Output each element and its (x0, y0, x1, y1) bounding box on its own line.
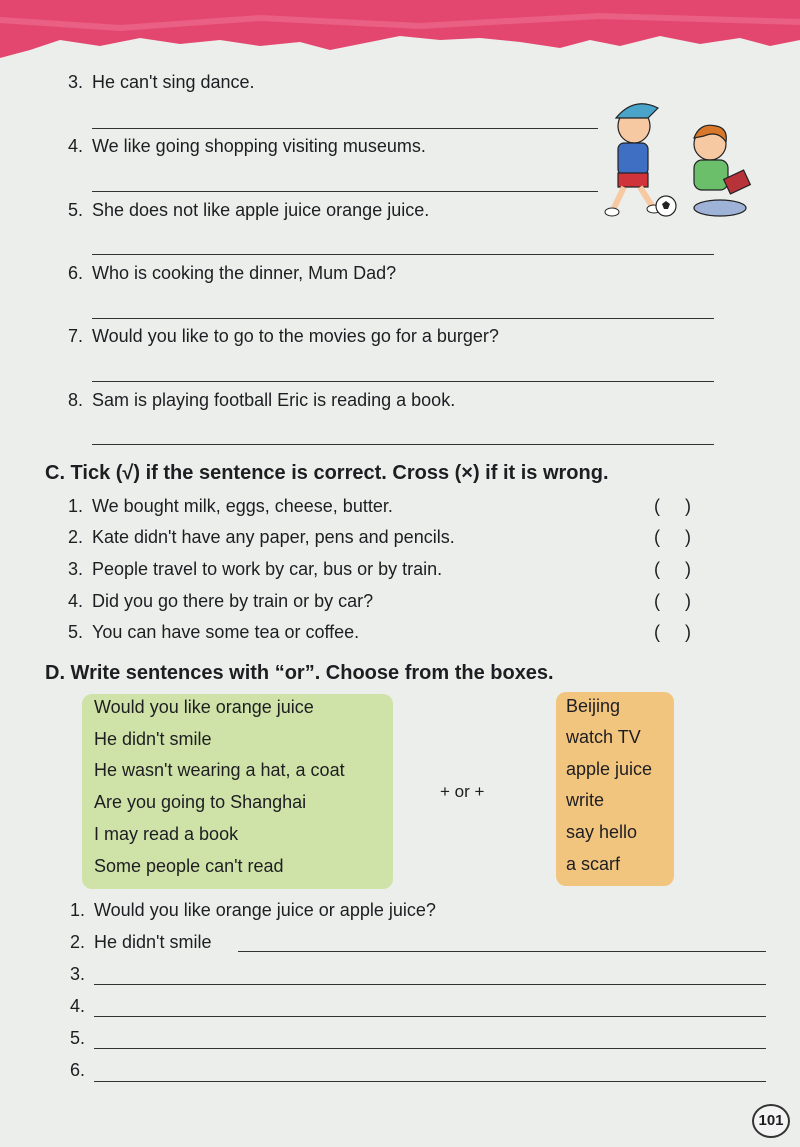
answer-line[interactable] (94, 1081, 766, 1082)
answer-6: 6. (70, 1060, 86, 1080)
answer-3: 3. (70, 964, 86, 984)
answer-5: 5. (70, 1028, 86, 1048)
phrase-item: I may read a book (94, 824, 239, 844)
answer-line[interactable] (92, 444, 714, 445)
question-6: 6. Who is cooking the dinner, Mum Dad? (68, 263, 397, 283)
page-header-banner (0, 0, 800, 70)
phrase-item: Would you like orange juice (94, 697, 314, 717)
answer-line[interactable] (94, 984, 766, 985)
answer-line[interactable] (92, 254, 714, 255)
list-item: 1. We bought milk, eggs, cheese, butter. (68, 496, 393, 516)
list-item: 4. Did you go there by train or by car? (68, 591, 374, 611)
question-5: 5. She does not like apple juice orange juice. (68, 200, 430, 220)
answer-line[interactable] (94, 1016, 766, 1017)
phrase-item: watch TV (566, 727, 641, 747)
phrase-item: Beijing (566, 696, 621, 716)
answer-line[interactable] (92, 381, 714, 382)
answer-bracket[interactable]: ( ) (654, 527, 691, 547)
answer-bracket[interactable]: ( ) (654, 591, 691, 611)
question-8: 8. Sam is playing football Eric is reading a book. (68, 390, 456, 410)
list-item: 3. People travel to work by car, bus or by train. (68, 559, 443, 579)
phrase-item: He didn't smile (94, 729, 212, 749)
question-7: 7. Would you like to go to the movies go for a burger? (68, 326, 499, 346)
answer-bracket[interactable]: ( ) (654, 496, 691, 516)
section-c-heading: C. Tick (√) if the sentence is correct. Cross (×) if it is wrong. (45, 462, 609, 484)
list-item: 5. You can have some tea or coffee. (68, 622, 360, 642)
answer-line[interactable] (238, 951, 766, 952)
list-item: 2. Kate didn't have any paper, pens and pencils. (68, 527, 455, 547)
answer-bracket[interactable]: ( ) (654, 622, 691, 642)
page-number: 101 (752, 1104, 790, 1138)
phrase-item: Are you going to Shanghai (94, 792, 307, 812)
phrase-item: a scarf (566, 854, 621, 874)
answer-4: 4. (70, 996, 86, 1016)
question-3: 3. He can't sing dance. (68, 72, 255, 92)
answer-1: 1. Would you like orange juice or apple juice? (70, 900, 436, 920)
or-connector: + or + (440, 782, 485, 801)
phrase-item: say hello (566, 822, 638, 842)
answer-bracket[interactable]: ( ) (654, 559, 691, 579)
question-4: 4. We like going shopping visiting museums. (68, 136, 426, 156)
phrase-item: write (566, 790, 605, 810)
answer-line[interactable] (92, 191, 598, 192)
kids-illustration (600, 96, 760, 226)
phrase-item: He wasn't wearing a hat, a coat (94, 760, 345, 780)
phrase-item: Some people can't read (94, 856, 284, 876)
phrase-item: apple juice (566, 759, 653, 779)
answer-2: 2. He didn't smile (70, 932, 212, 952)
answer-line[interactable] (92, 128, 598, 129)
answer-line[interactable] (92, 318, 714, 319)
answer-line[interactable] (94, 1048, 766, 1049)
section-d-heading: D. Write sentences with “or”. Choose from the boxes. (45, 662, 554, 684)
